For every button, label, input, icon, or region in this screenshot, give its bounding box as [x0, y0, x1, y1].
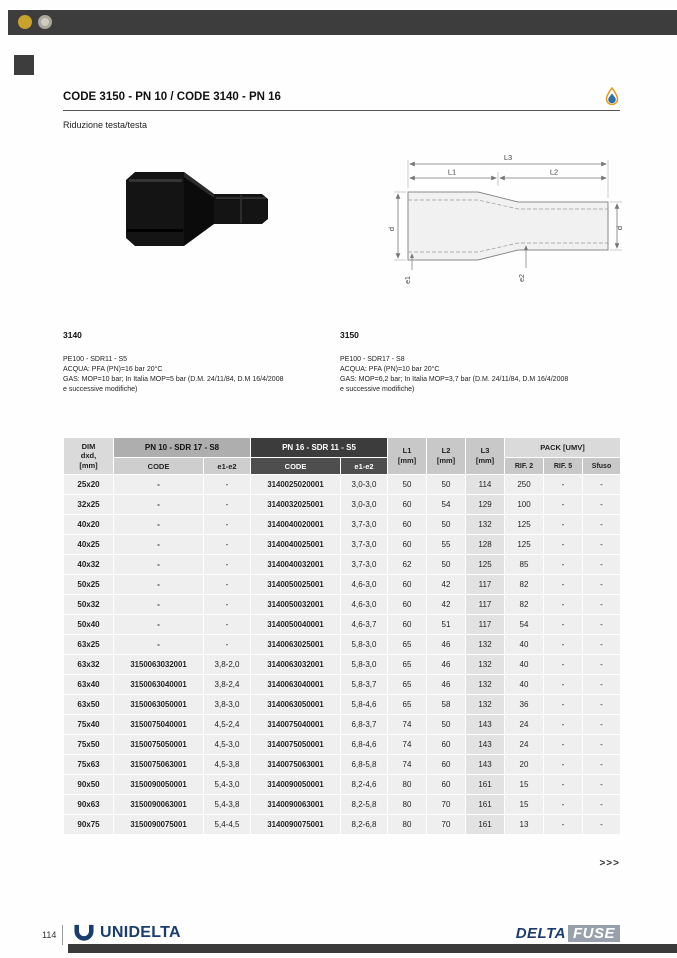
table-cell: 3140063040001 — [251, 675, 341, 695]
page-subtitle: Riduzione testa/testa — [63, 120, 148, 130]
table-cell: 75x50 — [64, 735, 114, 755]
table-cell: - — [544, 555, 583, 575]
table-cell: 8,2-5,8 — [341, 795, 388, 815]
header-group-pack: PACK [UMV] — [505, 438, 621, 458]
table-cell: - — [583, 615, 621, 635]
droplet-icon — [605, 87, 619, 105]
header-mm-label: [mm] — [397, 456, 417, 465]
table-cell: 3150063050001 — [114, 695, 204, 715]
table-cell: 161 — [466, 815, 505, 835]
table-cell: 74 — [388, 715, 427, 735]
table-cell: 20 — [505, 755, 544, 775]
spec-line: e successive modifiche) — [340, 386, 415, 394]
table-cell: 250 — [505, 475, 544, 495]
dim-label-l1: L1 — [447, 167, 457, 177]
table-cell: 3140050040001 — [251, 615, 341, 635]
table-cell: 63x32 — [64, 655, 114, 675]
table-cell: 25x20 — [64, 475, 114, 495]
table-cell: 3150090075001 — [114, 815, 204, 835]
spec-code: 3150 — [340, 330, 359, 340]
table-cell: 42 — [427, 595, 466, 615]
table-cell: 58 — [427, 695, 466, 715]
table-cell: 50 — [427, 515, 466, 535]
spec-block-3150 — [340, 330, 615, 396]
table-cell: 46 — [427, 635, 466, 655]
table-row — [64, 715, 621, 735]
table-cell: 3140040020001 — [251, 515, 341, 535]
header-l2-label: L2 — [441, 445, 451, 455]
deltafuse-fuse-text: FUSE — [568, 925, 620, 942]
title-divider — [63, 110, 620, 111]
table-cell: 40x25 — [64, 535, 114, 555]
table-row — [64, 575, 621, 595]
table-cell: 125 — [466, 555, 505, 575]
table-cell: 161 — [466, 795, 505, 815]
table-cell: 3140050025001 — [251, 575, 341, 595]
table-cell: - — [114, 555, 204, 575]
table-cell: 5,8-3,0 — [341, 655, 388, 675]
table-cell: 54 — [427, 495, 466, 515]
table-cell: 50x32 — [64, 595, 114, 615]
spec-code: 3140 — [63, 330, 82, 340]
dim-label-l2: L2 — [549, 167, 559, 177]
table-row — [64, 815, 621, 835]
header-l2 — [427, 438, 466, 475]
table-cell: 85 — [505, 555, 544, 575]
table-cell: - — [544, 715, 583, 735]
table-cell: - — [544, 635, 583, 655]
header-l1-label: L1 — [402, 445, 412, 455]
table-cell: 60 — [388, 495, 427, 515]
footer-divider — [62, 925, 63, 945]
table-cell: - — [544, 675, 583, 695]
table-cell: 40x20 — [64, 515, 114, 535]
table-cell: 50x40 — [64, 615, 114, 635]
table-cell: 60 — [388, 535, 427, 555]
table-cell: 46 — [427, 655, 466, 675]
bottom-bar — [68, 944, 677, 953]
table-cell: - — [204, 575, 251, 595]
table-cell: 50 — [427, 555, 466, 575]
header-mm-label: [mm] — [436, 456, 456, 465]
table-cell: - — [583, 515, 621, 535]
technical-drawing — [386, 150, 626, 285]
unidelta-logo-text: UNIDELTA — [100, 924, 181, 941]
table-cell: 40 — [505, 675, 544, 695]
table-cell: 5,4-3,8 — [204, 795, 251, 815]
header-group-pn16: PN 16 - SDR 11 - S5 — [251, 438, 388, 458]
table-cell: 125 — [505, 515, 544, 535]
table-cell: - — [544, 655, 583, 675]
spec-line: PE100 - SDR17 - S8 — [340, 356, 405, 363]
table-cell: 65 — [388, 675, 427, 695]
table-cell: 50 — [427, 475, 466, 495]
table-cell: 3,8-3,0 — [204, 695, 251, 715]
table-cell: 3140090075001 — [251, 815, 341, 835]
table-cell: - — [544, 755, 583, 775]
table-cell: - — [544, 615, 583, 635]
table-cell: - — [544, 515, 583, 535]
table-cell: - — [583, 755, 621, 775]
table-cell: 50x25 — [64, 575, 114, 595]
table-cell: - — [114, 615, 204, 635]
table-cell: 90x63 — [64, 795, 114, 815]
spec-line: GAS: MOP=6,2 bar; In Italia MOP=3,7 bar (D.M. 24/11/84, D.M 16/4/2008 — [340, 376, 569, 384]
table-cell: 60 — [388, 615, 427, 635]
table-cell: 4,5-3,8 — [204, 755, 251, 775]
table-cell: 117 — [466, 575, 505, 595]
table-cell: 60 — [427, 775, 466, 795]
spec-line: e successive modifiche) — [63, 386, 138, 394]
more-indicator: >>> — [599, 858, 620, 869]
spec-line: PE100 - SDR11 - S5 — [63, 356, 128, 363]
table-cell: 5,8-3,7 — [341, 675, 388, 695]
table-cell: 24 — [505, 735, 544, 755]
table-row — [64, 775, 621, 795]
table-cell: 80 — [388, 795, 427, 815]
header-code-pn10: CODE — [114, 458, 204, 475]
table-cell: 5,4-4,5 — [204, 815, 251, 835]
table-cell: 5,4-3,0 — [204, 775, 251, 795]
table-cell: 3140090050001 — [251, 775, 341, 795]
table-cell: 74 — [388, 755, 427, 775]
product-photo — [122, 167, 272, 252]
table-cell: - — [583, 695, 621, 715]
table-cell: 117 — [466, 595, 505, 615]
table-cell: 65 — [388, 635, 427, 655]
deltafuse-logo — [516, 925, 620, 942]
table-cell: 3150075040001 — [114, 715, 204, 735]
page-title: CODE 3150 - PN 10 / CODE 3140 - PN 16 — [63, 91, 281, 103]
table-cell: 50 — [388, 475, 427, 495]
table-cell: 40 — [505, 635, 544, 655]
table-cell: - — [583, 595, 621, 615]
table-cell: 6,8-5,8 — [341, 755, 388, 775]
table-cell: 100 — [505, 495, 544, 515]
dim-label-e2: e2 — [519, 274, 526, 282]
unidelta-logo — [72, 923, 181, 943]
table-cell: - — [114, 595, 204, 615]
table-cell: 40 — [505, 655, 544, 675]
table-cell: 62 — [388, 555, 427, 575]
corner-square — [14, 55, 34, 75]
table-cell: 128 — [466, 535, 505, 555]
table-cell: - — [114, 635, 204, 655]
table-cell: 117 — [466, 615, 505, 635]
table-cell: 6,8-3,7 — [341, 715, 388, 735]
table-cell: - — [114, 515, 204, 535]
dim-label-l3: L3 — [503, 153, 513, 162]
table-cell: 132 — [466, 515, 505, 535]
table-cell: 8,2-6,8 — [341, 815, 388, 835]
yellow-dot-icon — [18, 15, 32, 29]
table-cell: 3,7-3,0 — [341, 555, 388, 575]
table-cell: 3140050032001 — [251, 595, 341, 615]
table-cell: 6,8-4,6 — [341, 735, 388, 755]
table-row — [64, 735, 621, 755]
table-cell: 129 — [466, 495, 505, 515]
table-cell: 60 — [427, 735, 466, 755]
table-body — [64, 475, 621, 835]
page-number: 114 — [42, 930, 57, 940]
header-l1 — [388, 438, 427, 475]
table-cell: 3150090050001 — [114, 775, 204, 795]
table-cell: 51 — [427, 615, 466, 635]
table-cell: 65 — [388, 655, 427, 675]
table-cell: 4,5-3,0 — [204, 735, 251, 755]
table-cell: 3140063032001 — [251, 655, 341, 675]
header-dim — [64, 438, 114, 475]
header-dim-line: dxd, — [80, 451, 97, 461]
table-cell: 74 — [388, 735, 427, 755]
table-cell: 13 — [505, 815, 544, 835]
table-cell: - — [583, 475, 621, 495]
table-cell: 60 — [427, 755, 466, 775]
table-cell: 3140063050001 — [251, 695, 341, 715]
table-cell: 3,8-2,4 — [204, 675, 251, 695]
table-cell: 3140040025001 — [251, 535, 341, 555]
table-cell: 114 — [466, 475, 505, 495]
table-cell: 24 — [505, 715, 544, 735]
table-cell: 60 — [388, 575, 427, 595]
table-cell: - — [204, 475, 251, 495]
table-cell: - — [544, 775, 583, 795]
table-cell: - — [583, 575, 621, 595]
table-cell: 40x32 — [64, 555, 114, 575]
table-cell: 161 — [466, 775, 505, 795]
table-cell: 3140075050001 — [251, 735, 341, 755]
table-cell: - — [583, 715, 621, 735]
table-cell: - — [583, 495, 621, 515]
table-cell: 5,8-4,6 — [341, 695, 388, 715]
table-cell: - — [204, 635, 251, 655]
table-cell: 4,5-2,4 — [204, 715, 251, 735]
header-l3 — [466, 438, 505, 475]
header-e-pn10: e1-e2 — [204, 458, 251, 475]
table-cell: 4,6-3,7 — [341, 615, 388, 635]
spec-line: ACQUA: PFA (PN)=10 bar 20°C — [340, 366, 440, 374]
table-cell: 60 — [388, 515, 427, 535]
table-cell: - — [544, 475, 583, 495]
table-cell: - — [544, 595, 583, 615]
table-cell: 75x40 — [64, 715, 114, 735]
table-cell: - — [583, 815, 621, 835]
product-table — [63, 437, 620, 835]
table-cell: 42 — [427, 575, 466, 595]
table-cell: 90x75 — [64, 815, 114, 835]
table-cell: - — [583, 655, 621, 675]
table-cell: 143 — [466, 735, 505, 755]
table-cell: 63x40 — [64, 675, 114, 695]
table-cell: 125 — [505, 535, 544, 555]
table-cell: - — [204, 555, 251, 575]
header-group-pn10: PN 10 - SDR 17 - S8 — [114, 438, 251, 458]
table-cell: 8,2-4,6 — [341, 775, 388, 795]
table-cell: 3140063025001 — [251, 635, 341, 655]
table-cell: 132 — [466, 695, 505, 715]
table-cell: - — [544, 695, 583, 715]
table-cell: - — [114, 575, 204, 595]
table-cell: - — [583, 775, 621, 795]
header-dim-line: [mm] — [79, 460, 98, 470]
table-row — [64, 635, 621, 655]
table-cell: 3140025020001 — [251, 475, 341, 495]
table-cell: 3,7-3,0 — [341, 515, 388, 535]
table-cell: 4,6-3,0 — [341, 575, 388, 595]
dim-label-d-right: d — [615, 225, 624, 231]
table-row — [64, 495, 621, 515]
table-cell: 3150063032001 — [114, 655, 204, 675]
table-cell: - — [204, 595, 251, 615]
table-cell: - — [544, 535, 583, 555]
table-cell: 3140032025001 — [251, 495, 341, 515]
table-cell: 90x50 — [64, 775, 114, 795]
table-cell: 60 — [388, 595, 427, 615]
table-cell: 132 — [466, 635, 505, 655]
header-l3-label: L3 — [480, 445, 490, 455]
table-row — [64, 535, 621, 555]
table-cell: 3140075063001 — [251, 755, 341, 775]
table-cell: 143 — [466, 715, 505, 735]
spec-block-3140 — [63, 330, 338, 396]
header-sfuso: Sfuso — [583, 458, 621, 475]
table-cell: 54 — [505, 615, 544, 635]
table-cell: 132 — [466, 675, 505, 695]
table-cell: 3,0-3,0 — [341, 475, 388, 495]
table-cell: - — [204, 615, 251, 635]
table-cell: - — [583, 795, 621, 815]
header-rif2: RIF. 2 — [505, 458, 544, 475]
table-row — [64, 615, 621, 635]
table-row — [64, 595, 621, 615]
table-cell: 143 — [466, 755, 505, 775]
table-cell: - — [544, 495, 583, 515]
table-cell: 15 — [505, 775, 544, 795]
table-cell: 3150090063001 — [114, 795, 204, 815]
table-cell: 70 — [427, 815, 466, 835]
table-cell: 32x25 — [64, 495, 114, 515]
table-row — [64, 755, 621, 775]
table-cell: - — [114, 475, 204, 495]
table-cell: 82 — [505, 575, 544, 595]
table-cell: - — [204, 535, 251, 555]
header-code-pn16: CODE — [251, 458, 341, 475]
header-mm-label: [mm] — [475, 456, 495, 465]
deltafuse-delta-text: DELTA — [515, 925, 566, 942]
table-cell: 3150063040001 — [114, 675, 204, 695]
table-cell: - — [583, 675, 621, 695]
table-row — [64, 475, 621, 495]
table-cell: 3150075050001 — [114, 735, 204, 755]
table-cell: - — [544, 575, 583, 595]
table-cell: - — [544, 815, 583, 835]
gray-dot-icon — [38, 15, 52, 29]
table-cell: 36 — [505, 695, 544, 715]
header-e-pn16: e1-e2 — [341, 458, 388, 475]
table-cell: 82 — [505, 595, 544, 615]
dim-label-d-left: d — [387, 226, 396, 232]
table-cell: - — [544, 735, 583, 755]
table-cell: 80 — [388, 775, 427, 795]
table-cell: 132 — [466, 655, 505, 675]
table-cell: 46 — [427, 675, 466, 695]
table-cell: 15 — [505, 795, 544, 815]
spec-line: ACQUA: PFA (PN)=16 bar 20°C — [63, 366, 163, 374]
top-bar — [8, 10, 677, 35]
table-cell: - — [114, 535, 204, 555]
table-row — [64, 655, 621, 675]
table-cell: - — [583, 735, 621, 755]
table-cell: 5,8-3,0 — [341, 635, 388, 655]
table-cell: - — [583, 555, 621, 575]
table-row — [64, 695, 621, 715]
table-cell: 50 — [427, 715, 466, 735]
table-cell: - — [583, 535, 621, 555]
table-cell: 3140090063001 — [251, 795, 341, 815]
table-cell: 3,0-3,0 — [341, 495, 388, 515]
table-cell: 3,8-2,0 — [204, 655, 251, 675]
dim-label-e1: e1 — [405, 276, 412, 284]
table-row — [64, 675, 621, 695]
table-cell: 63x25 — [64, 635, 114, 655]
table-cell: 3140075040001 — [251, 715, 341, 735]
spec-line: GAS: MOP=10 bar; In Italia MOP=5 bar (D.M. 24/11/84, D.M 16/4/2008 — [63, 376, 284, 384]
table-cell: - — [204, 515, 251, 535]
table-cell: 75x63 — [64, 755, 114, 775]
table-cell: - — [204, 495, 251, 515]
table-cell: - — [583, 635, 621, 655]
table-cell: 63x50 — [64, 695, 114, 715]
table-cell: 65 — [388, 695, 427, 715]
table-cell: 3150075063001 — [114, 755, 204, 775]
table-cell: 3140040032001 — [251, 555, 341, 575]
table-cell: - — [544, 795, 583, 815]
table-cell: 80 — [388, 815, 427, 835]
table-cell: - — [114, 495, 204, 515]
table-cell: 55 — [427, 535, 466, 555]
header-dim-line: DIM — [81, 441, 96, 451]
table-cell: 3,7-3,0 — [341, 535, 388, 555]
table-row — [64, 795, 621, 815]
table-cell: 70 — [427, 795, 466, 815]
unidelta-logo-icon — [72, 923, 96, 943]
table-cell: 4,6-3,0 — [341, 595, 388, 615]
table-row — [64, 515, 621, 535]
header-rif5: RIF. 5 — [544, 458, 583, 475]
table-row — [64, 555, 621, 575]
